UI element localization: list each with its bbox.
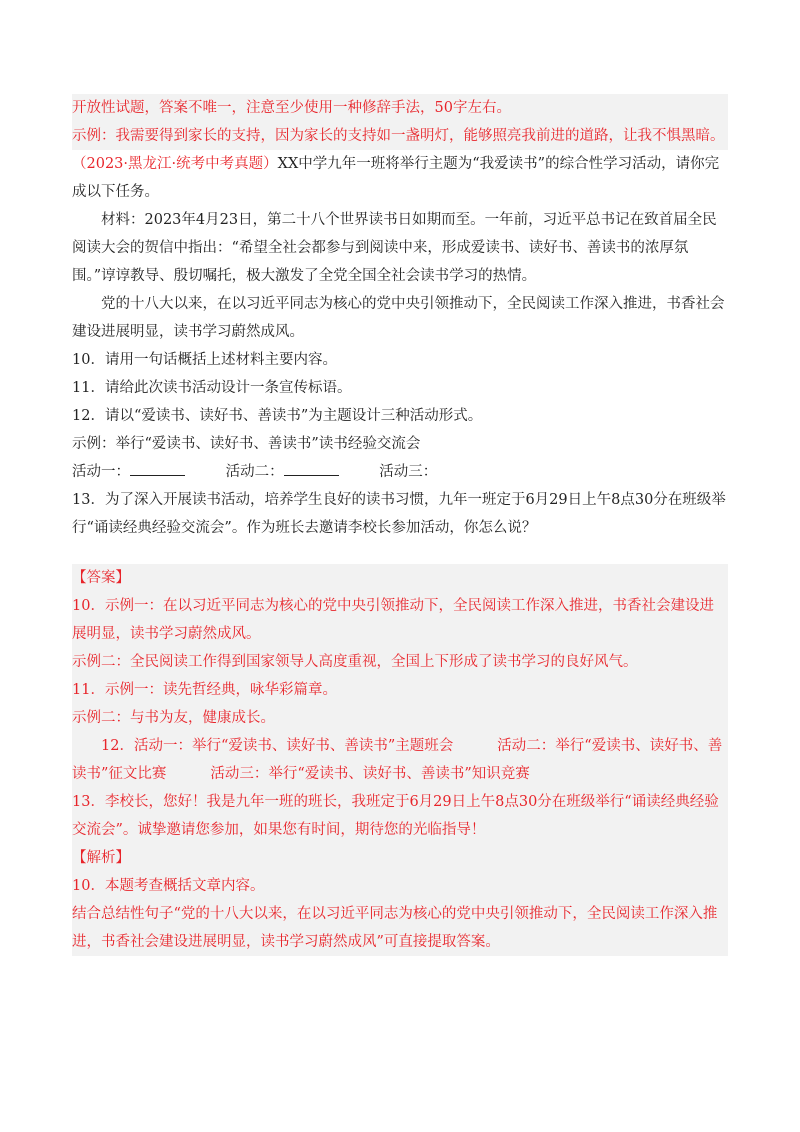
question-intro-text: XX中学九年一班将举行主题为“我爱读书”的综合性学习活动，请你完成以下任务。 [72,156,720,200]
document-page [72,94,728,956]
answer-12-activity-2: 活动二：举行“爱读书、读好书、善读书”征文比赛 [72,738,723,782]
material-paragraph-1: 材料：2023年4月23日，第二十八个世界读书日如期而至。一年前，习近平总书记在致首届全民阅读大会的贺信中指出：“希望全社会都参与到阅读中来，形成爱读书、读好书、善读书的浓厚氛围。”谆谆教导、殷切嘱托，极大激发了全党全国全社会读书学习的热情。 [72,212,717,284]
activity-2-blank[interactable] [284,461,339,476]
answer-12-activity-3: 活动三：举行“爱读书、读好书、善读书”知识竞赛 [210,766,530,782]
question-10: 10．请用一句话概括上述材料主要内容。 [72,352,337,368]
top-answer-block [72,94,728,150]
question-intro [72,150,728,206]
question-12: 12．请以“爱读书、读好书、善读书”为主题设计三种活动形式。 [72,408,483,424]
answer-13: 13．李校长，您好！我是九年一班的班长，我班定于6月29日上午8点30分在班级举行“诵读经典经验交流会”。诚挚邀请您参加，如果您有时间，期待您的光临指导！ [72,794,719,838]
answer-10-example-2: 示例二：全民阅读工作得到国家领导人高度重视，全国上下形成了读书学习的良好风气。 [72,654,638,670]
answer-heading: 【答案】 [72,570,130,586]
answer-12 [72,732,728,788]
question-12-example: 示例：举行“爱读书、读好书、善读书”读书经验交流会 [72,436,421,452]
question-source: （2023·黑龙江·统考中考真题） [72,156,278,172]
question-12-activities [72,458,728,486]
answer-10-example-1: 10．示例一：在以习近平同志为核心的党中央引领推动下，全民阅读工作深入推进，书香社会建设进展明显，读书学习蔚然成风。 [72,598,714,642]
material-paragraph-2: 党的十八大以来，在以习近平同志为核心的党中央引领推动下，全民阅读工作深入推进，书香社会建设进展明显，读书学习蔚然成风。 [72,296,725,340]
activity-2-label: 活动二： [225,464,284,480]
activity-1-blank[interactable] [130,461,185,476]
question-11: 11．请给此次读书活动设计一条宣传标语。 [72,380,352,396]
answer-11-example-2: 示例二：与书为友，健康成长。 [72,710,275,726]
analysis-line-2: 结合总结性句子“党的十八大以来，在以习近平同志为核心的党中央引领推动下，全民阅读工作深入推进，书香社会建设进展明显，读书学习蔚然成风”可直接提取答案。 [72,906,718,950]
analysis-line-1: 10．本题考查概括文章内容。 [72,878,265,894]
analysis-heading: 【解析】 [72,850,130,866]
answer-12-activity-1: 12．活动一：举行“爱读书、读好书、善读书”主题班会 [101,738,454,754]
answer-11-example-1: 11．示例一：读先哲经典，咏华彩篇章。 [72,682,337,698]
activity-1-label: 活动一： [72,464,130,480]
top-note-line-1: 开放性试题，答案不唯一，注意至少使用一种修辞手法，50字左右。 [72,100,511,116]
question-13: 13．为了深入开展读书活动，培养学生良好的读书习惯，九年一班定于6月29日上午8点30分在班级举行“诵读经典经验交流会”。作为班长去邀请李校长参加活动，你怎么说？ [72,492,726,536]
activity-3-label: 活动三： [379,464,438,480]
top-note-line-2: 示例：我需要得到家长的支持，因为家长的支持如一盏明灯，能够照亮我前进的道路，让我不惧黑暗。 [72,128,725,144]
answer-block [72,564,728,956]
